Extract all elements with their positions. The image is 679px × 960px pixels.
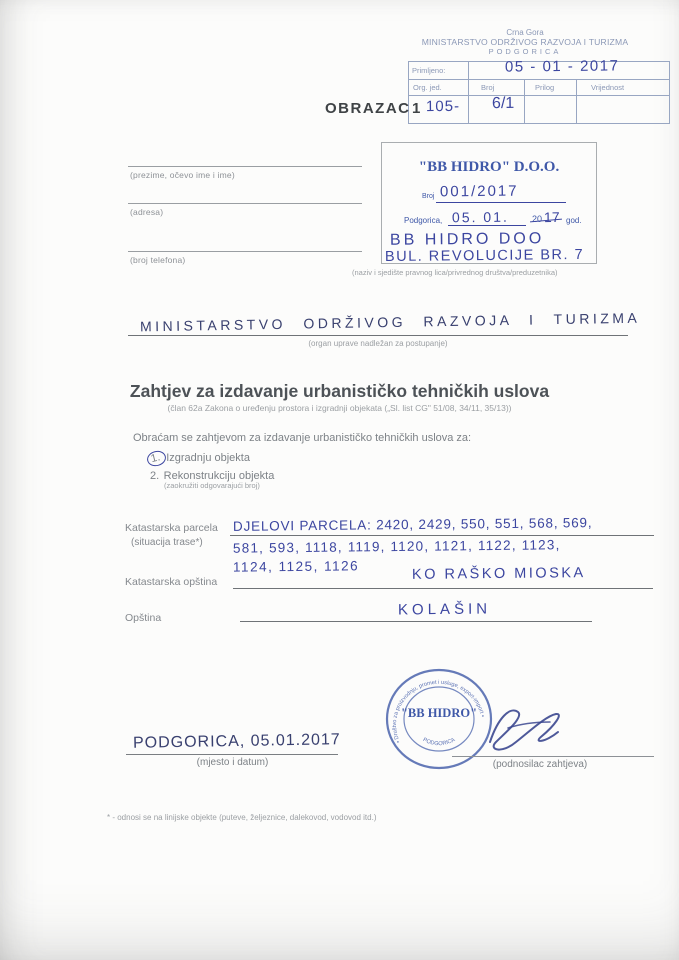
signature: [458, 698, 573, 760]
authority-line: [128, 335, 628, 336]
received-date-handwritten: 05 - 01 - 2017: [504, 57, 620, 76]
municipality-label: Opština: [125, 612, 162, 624]
col-broj: Broj: [468, 80, 524, 95]
received-stamp-ministry: MINISTARSTVO ODRŽIVOG RAZVOJA I TURIZMA: [421, 37, 629, 47]
place-date-line: [126, 754, 338, 755]
received-stamp-country: Crna Gora: [506, 28, 544, 37]
obrazac-label: OBRAZAC: [325, 100, 411, 117]
request-intro: Obraćam se zahtjevom za izdavanje urbanističko tehničkih uslova za:: [133, 432, 472, 444]
address-field-line: [128, 203, 362, 204]
received-stamp-city: PODGORICA: [488, 47, 562, 56]
option2-label: Rekonstrukciju objekta: [163, 470, 275, 482]
company-place-label: Podgorica,: [404, 216, 443, 225]
page-subtitle: (član 62a Zakona o uređenju prostora i izgradnji objekata („Sl. list CG" 51/08, 34/11, 35/13)): [167, 403, 512, 413]
parcel-line2-handwritten: 581, 593, 1118, 1119, 1120, 1121, 1122, 1123,: [232, 537, 561, 556]
authority-caption: (organ uprave nadležan za postupanje): [308, 339, 448, 348]
company-name-handwritten: BB HIDRO DOO: [389, 230, 545, 249]
col-org-jed: Org. jed.: [413, 83, 442, 92]
phone-field-line: [128, 251, 362, 252]
round-stamp-city-text: PODGORICA: [421, 737, 457, 748]
company-broj-label: Broj: [422, 193, 435, 200]
cadastral-municipality-label: Katastarska opština: [125, 576, 218, 588]
footnote: * - odnosi se na linijske objekte (puteve, željeznice, dalekovod, vodovod itd.): [107, 813, 377, 822]
company-stamp-box: [381, 142, 597, 264]
address-field-label: (adresa): [130, 207, 164, 217]
authority-value-handwritten: MINISTARSTVO ODRŽIVOG RAZVOJA I TURIZMA: [139, 309, 641, 335]
request-note: (zaokružiti odgovarajući broj): [164, 481, 260, 490]
svg-text:PODGORICA: [422, 737, 457, 747]
place-date-handwritten: PODGORICA, 05.01.2017: [132, 731, 341, 752]
submitter-caption: (podnosilac zahtjeva): [492, 759, 588, 770]
company-date-value: 05. 01.: [451, 208, 509, 226]
company-broj-value: 001/2017: [439, 182, 519, 201]
obrazac-number: 1: [412, 100, 421, 117]
parcel-line1-handwritten: DJELOVI PARCELA: 2420, 2429, 550, 551, 568, 569,: [232, 515, 593, 534]
name-field-label: (prezime, očevo ime i ime): [130, 170, 235, 180]
org-jed-value-handwritten: 105-: [425, 97, 461, 116]
submitter-line: [452, 756, 654, 757]
parcel-label: Katastarska parcela: [125, 522, 218, 534]
parcel-field-line: [230, 535, 654, 536]
round-stamp-center-text: "BB HIDRO": [400, 706, 478, 720]
municipality-field-line: [240, 621, 592, 622]
parcel-sublabel: (situacija trase*): [131, 537, 203, 548]
round-stamp-ring-text: • Društvo za proizvodnju, promet i usluge, export-import •: [391, 679, 486, 744]
company-god-label: god.: [566, 216, 582, 225]
company-caption: (naziv i sjedište pravnog lica/privrednog društva/preduzetnika): [352, 268, 558, 277]
name-field-line: [128, 166, 362, 167]
phone-field-label: (broj telefona): [130, 255, 186, 265]
option1-label: Izgradnju objekta: [166, 452, 250, 464]
place-date-caption: (mjesto i datum): [196, 757, 269, 768]
municipality-value: KOLAŠIN: [397, 600, 492, 619]
page-title: Zahtjev za izdavanje urbanističko tehničkih uslova: [129, 381, 550, 401]
company-year-printed: 20: [532, 214, 543, 224]
col-prilog: Prilog: [524, 80, 576, 95]
cadastral-municipality-value: KO RAŠKO MIOSKA: [411, 565, 586, 583]
parcel-line3-handwritten: 1124, 1125, 1126: [232, 558, 360, 575]
option2-number: 2.: [150, 470, 160, 482]
company-address-handwritten: BUL. REVOLUCIJE BR. 7: [384, 246, 585, 266]
cadastral-field-line: [233, 588, 653, 589]
col-vrijednost: Vrijednost: [576, 80, 669, 95]
broj-value-handwritten: 6/1: [491, 94, 515, 113]
company-year-hand: 17: [543, 208, 560, 226]
option1-number-circled: 1.: [145, 449, 167, 468]
company-stamp-name: "BB HIDRO" D.O.O.: [418, 159, 560, 175]
primljeno-label: Primljeno:: [412, 66, 446, 75]
